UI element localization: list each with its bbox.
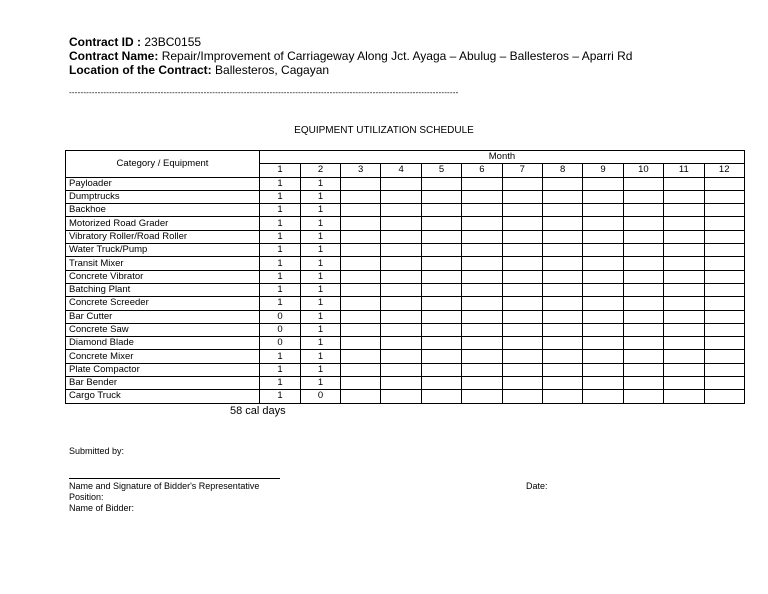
- month-value-cell: [462, 244, 502, 257]
- month-value-cell: [462, 350, 502, 363]
- table-row: [66, 323, 745, 336]
- month-value-cell: [623, 204, 663, 217]
- month-value-cell: [341, 310, 381, 323]
- month-value-cell: [704, 310, 744, 323]
- month-number-cell: 2: [301, 164, 341, 177]
- month-value-cell: [583, 270, 623, 283]
- equipment-name-cell: Batching Plant: [66, 283, 260, 296]
- month-value-cell: [664, 390, 704, 403]
- month-number-cell: 3: [341, 164, 381, 177]
- table-row: [66, 257, 745, 270]
- month-value-cell: [542, 323, 582, 336]
- month-value-cell: [381, 257, 421, 270]
- month-value-cell: 1: [260, 283, 301, 296]
- month-value-cell: [623, 244, 663, 257]
- date-label: Date:: [526, 481, 548, 491]
- month-value-cell: [462, 177, 502, 190]
- month-value-cell: [542, 337, 582, 350]
- month-value-cell: [421, 363, 461, 376]
- month-value-cell: [421, 230, 461, 243]
- month-value-cell: [664, 377, 704, 390]
- month-value-cell: [583, 390, 623, 403]
- month-value-cell: [583, 190, 623, 203]
- month-value-cell: [623, 283, 663, 296]
- month-value-cell: [462, 257, 502, 270]
- location-label: Location of the Contract:: [69, 63, 212, 77]
- month-value-cell: [502, 177, 542, 190]
- month-value-cell: [381, 310, 421, 323]
- month-value-cell: [381, 190, 421, 203]
- month-value-cell: [664, 350, 704, 363]
- month-value-cell: 1: [260, 230, 301, 243]
- equipment-name-cell: Concrete Mixer: [66, 350, 260, 363]
- month-number-cell: 11: [664, 164, 704, 177]
- month-value-cell: [623, 270, 663, 283]
- signature-line: [69, 478, 280, 479]
- month-value-cell: [704, 177, 744, 190]
- month-value-cell: [502, 204, 542, 217]
- name-of-bidder-label: Name of Bidder:: [69, 503, 135, 513]
- month-value-cell: [502, 230, 542, 243]
- month-value-cell: [462, 230, 502, 243]
- month-value-cell: [502, 283, 542, 296]
- equipment-name-cell: Motorized Road Grader: [66, 217, 260, 230]
- equipment-name-cell: Water Truck/Pump: [66, 244, 260, 257]
- month-value-cell: [421, 323, 461, 336]
- month-value-cell: [583, 310, 623, 323]
- month-value-cell: [664, 204, 704, 217]
- month-value-cell: [623, 257, 663, 270]
- month-value-cell: [381, 217, 421, 230]
- month-value-cell: [421, 377, 461, 390]
- month-value-cell: [381, 337, 421, 350]
- duration-note: 58 cal days: [230, 405, 286, 417]
- month-value-cell: [462, 190, 502, 203]
- month-value-cell: [583, 204, 623, 217]
- name-signature-label: Name and Signature of Bidder's Representative: [69, 481, 260, 491]
- month-number-cell: 6: [462, 164, 502, 177]
- submitted-by-label: Submitted by:: [69, 446, 125, 456]
- month-value-cell: [542, 270, 582, 283]
- month-value-cell: [341, 363, 381, 376]
- month-value-cell: [462, 270, 502, 283]
- month-value-cell: [421, 337, 461, 350]
- table-row: [66, 270, 745, 283]
- month-value-cell: [341, 390, 381, 403]
- equipment-name-cell: Diamond Blade: [66, 337, 260, 350]
- month-value-cell: [704, 377, 744, 390]
- month-value-cell: [623, 190, 663, 203]
- month-value-cell: 1: [301, 283, 341, 296]
- equipment-name-cell: Dumptrucks: [66, 190, 260, 203]
- table-row: [66, 350, 745, 363]
- equipment-name-cell: Payloader: [66, 177, 260, 190]
- month-value-cell: 1: [260, 297, 301, 310]
- month-value-cell: [664, 363, 704, 376]
- month-value-cell: [704, 230, 744, 243]
- month-value-cell: [623, 230, 663, 243]
- month-value-cell: [623, 337, 663, 350]
- month-value-cell: [462, 337, 502, 350]
- table-header-row: [66, 151, 745, 164]
- table-row: [66, 363, 745, 376]
- month-value-cell: 1: [301, 270, 341, 283]
- month-value-cell: [542, 297, 582, 310]
- month-value-cell: [502, 310, 542, 323]
- month-value-cell: [462, 377, 502, 390]
- month-value-cell: 1: [301, 190, 341, 203]
- month-value-cell: [502, 270, 542, 283]
- month-value-cell: [502, 323, 542, 336]
- month-value-cell: 0: [260, 310, 301, 323]
- month-value-cell: [542, 244, 582, 257]
- month-value-cell: [341, 204, 381, 217]
- month-value-cell: [704, 390, 744, 403]
- month-value-cell: [341, 257, 381, 270]
- month-value-cell: [381, 323, 421, 336]
- contract-name-line: [69, 49, 632, 64]
- table-row: [66, 390, 745, 403]
- table-row: [66, 244, 745, 257]
- month-value-cell: 1: [260, 244, 301, 257]
- contract-id-line: [69, 35, 201, 50]
- month-value-cell: [664, 297, 704, 310]
- month-value-cell: 1: [260, 217, 301, 230]
- month-value-cell: [542, 217, 582, 230]
- equipment-name-cell: Concrete Screeder: [66, 297, 260, 310]
- month-number-cell: 12: [704, 164, 744, 177]
- month-value-cell: [381, 377, 421, 390]
- month-value-cell: [542, 283, 582, 296]
- month-value-cell: [421, 270, 461, 283]
- month-value-cell: [462, 297, 502, 310]
- month-value-cell: [341, 323, 381, 336]
- separator-line: ----------------------------------------------------------------------------------------------------------------------------------------: [69, 88, 459, 97]
- table-row: [66, 377, 745, 390]
- location-line: [69, 63, 329, 78]
- month-value-cell: 1: [301, 204, 341, 217]
- schedule-title: EQUIPMENT UTILIZATION SCHEDULE: [294, 125, 474, 136]
- contract-name-label: Contract Name:: [69, 49, 159, 63]
- month-value-cell: [664, 244, 704, 257]
- month-value-cell: [341, 244, 381, 257]
- month-value-cell: [381, 390, 421, 403]
- month-value-cell: [341, 350, 381, 363]
- table-row: [66, 204, 745, 217]
- month-value-cell: [421, 190, 461, 203]
- equipment-name-cell: Concrete Saw: [66, 323, 260, 336]
- month-value-cell: [704, 217, 744, 230]
- month-value-cell: [664, 337, 704, 350]
- equipment-name-cell: Plate Compactor: [66, 363, 260, 376]
- month-value-cell: 0: [260, 323, 301, 336]
- month-number-cell: 1: [260, 164, 301, 177]
- table-row: [66, 177, 745, 190]
- month-number-cell: 7: [502, 164, 542, 177]
- month-value-cell: [542, 257, 582, 270]
- month-value-cell: [583, 297, 623, 310]
- month-value-cell: [623, 217, 663, 230]
- month-value-cell: [502, 350, 542, 363]
- table-row: [66, 283, 745, 296]
- month-value-cell: [623, 297, 663, 310]
- month-value-cell: [583, 283, 623, 296]
- month-value-cell: [341, 337, 381, 350]
- month-value-cell: [542, 390, 582, 403]
- month-value-cell: [341, 297, 381, 310]
- month-number-cell: 8: [542, 164, 582, 177]
- month-value-cell: 1: [301, 337, 341, 350]
- month-value-cell: [502, 297, 542, 310]
- equipment-name-cell: Concrete Vibrator: [66, 270, 260, 283]
- table-row: [66, 217, 745, 230]
- month-value-cell: [664, 230, 704, 243]
- month-value-cell: [381, 270, 421, 283]
- month-value-cell: 1: [260, 270, 301, 283]
- month-value-cell: [583, 230, 623, 243]
- contract-id-value: 23BC0155: [144, 35, 202, 49]
- month-value-cell: [381, 230, 421, 243]
- equipment-name-cell: Bar Cutter: [66, 310, 260, 323]
- month-value-cell: 1: [301, 217, 341, 230]
- month-value-cell: [542, 310, 582, 323]
- month-value-cell: [583, 323, 623, 336]
- month-value-cell: [583, 217, 623, 230]
- month-value-cell: [664, 217, 704, 230]
- month-value-cell: [341, 190, 381, 203]
- month-value-cell: 1: [260, 190, 301, 203]
- position-label: Position:: [69, 492, 104, 502]
- month-value-cell: [381, 297, 421, 310]
- month-value-cell: [623, 310, 663, 323]
- equipment-name-cell: Vibratory Roller/Road Roller: [66, 230, 260, 243]
- month-value-cell: [542, 204, 582, 217]
- month-value-cell: 1: [260, 177, 301, 190]
- month-value-cell: [623, 350, 663, 363]
- month-value-cell: [664, 270, 704, 283]
- month-value-cell: 1: [260, 363, 301, 376]
- month-value-cell: [502, 244, 542, 257]
- month-value-cell: 1: [260, 377, 301, 390]
- month-value-cell: [421, 350, 461, 363]
- month-number-cell: 9: [583, 164, 623, 177]
- month-value-cell: [704, 350, 744, 363]
- month-value-cell: [341, 283, 381, 296]
- month-value-cell: [704, 323, 744, 336]
- month-value-cell: [623, 177, 663, 190]
- month-value-cell: [381, 283, 421, 296]
- month-value-cell: [623, 363, 663, 376]
- month-number-cell: 5: [421, 164, 461, 177]
- table-row: [66, 337, 745, 350]
- month-value-cell: [542, 363, 582, 376]
- month-value-cell: [583, 350, 623, 363]
- month-value-cell: [381, 363, 421, 376]
- month-value-cell: [542, 177, 582, 190]
- month-value-cell: [502, 257, 542, 270]
- month-value-cell: [542, 190, 582, 203]
- month-value-cell: [502, 190, 542, 203]
- month-value-cell: [502, 390, 542, 403]
- month-value-cell: 1: [301, 257, 341, 270]
- month-value-cell: [583, 244, 623, 257]
- month-value-cell: 1: [301, 297, 341, 310]
- contract-id-label: Contract ID :: [69, 35, 141, 49]
- month-value-cell: [583, 377, 623, 390]
- month-value-cell: [502, 337, 542, 350]
- month-value-cell: [623, 390, 663, 403]
- equipment-name-cell: Transit Mixer: [66, 257, 260, 270]
- month-value-cell: [542, 377, 582, 390]
- month-value-cell: [341, 377, 381, 390]
- month-value-cell: [502, 377, 542, 390]
- month-value-cell: [542, 230, 582, 243]
- month-value-cell: [583, 257, 623, 270]
- month-value-cell: [421, 390, 461, 403]
- month-value-cell: 1: [301, 350, 341, 363]
- month-value-cell: 1: [260, 257, 301, 270]
- month-value-cell: [664, 323, 704, 336]
- month-value-cell: [381, 204, 421, 217]
- month-value-cell: [502, 363, 542, 376]
- contract-name-value: Repair/Improvement of Carriageway Along Jct. Ayaga – Abulug – Ballesteros – Aparri Rd: [161, 49, 633, 63]
- month-value-cell: [704, 270, 744, 283]
- month-header: Month: [260, 151, 745, 164]
- equipment-schedule-table: [65, 150, 745, 404]
- month-value-cell: [421, 204, 461, 217]
- month-value-cell: 1: [260, 390, 301, 403]
- month-value-cell: [704, 363, 744, 376]
- equipment-name-cell: Backhoe: [66, 204, 260, 217]
- month-value-cell: [542, 350, 582, 363]
- month-value-cell: 1: [301, 244, 341, 257]
- equipment-name-cell: Cargo Truck: [66, 390, 260, 403]
- month-value-cell: [341, 270, 381, 283]
- month-value-cell: 0: [301, 390, 341, 403]
- month-value-cell: [381, 244, 421, 257]
- equipment-name-cell: Bar Bender: [66, 377, 260, 390]
- month-value-cell: [421, 297, 461, 310]
- month-value-cell: [421, 257, 461, 270]
- month-value-cell: [462, 310, 502, 323]
- month-value-cell: [704, 244, 744, 257]
- month-value-cell: [462, 363, 502, 376]
- month-value-cell: [704, 337, 744, 350]
- month-value-cell: [462, 204, 502, 217]
- month-value-cell: [462, 283, 502, 296]
- month-value-cell: [341, 217, 381, 230]
- month-value-cell: [341, 177, 381, 190]
- month-value-cell: 1: [301, 323, 341, 336]
- month-value-cell: [462, 390, 502, 403]
- table-row: [66, 297, 745, 310]
- month-number-cell: 4: [381, 164, 421, 177]
- month-value-cell: [583, 363, 623, 376]
- month-value-cell: 1: [301, 310, 341, 323]
- month-value-cell: [421, 217, 461, 230]
- category-header: Category / Equipment: [66, 151, 260, 178]
- month-value-cell: [704, 204, 744, 217]
- month-value-cell: 1: [301, 177, 341, 190]
- month-value-cell: [421, 283, 461, 296]
- month-value-cell: [421, 177, 461, 190]
- month-value-cell: 1: [301, 363, 341, 376]
- month-value-cell: 1: [260, 350, 301, 363]
- month-value-cell: [664, 190, 704, 203]
- month-value-cell: [664, 283, 704, 296]
- month-value-cell: [462, 217, 502, 230]
- month-value-cell: [704, 257, 744, 270]
- table-row: [66, 230, 745, 243]
- month-number-cell: 10: [623, 164, 663, 177]
- table-row: [66, 190, 745, 203]
- month-value-cell: 1: [260, 204, 301, 217]
- month-value-cell: [664, 257, 704, 270]
- location-value: Ballesteros, Cagayan: [215, 63, 330, 77]
- month-value-cell: [623, 377, 663, 390]
- month-value-cell: [502, 217, 542, 230]
- month-value-cell: 1: [301, 230, 341, 243]
- month-value-cell: [664, 310, 704, 323]
- month-value-cell: [704, 283, 744, 296]
- month-value-cell: [704, 190, 744, 203]
- month-value-cell: [381, 350, 421, 363]
- month-value-cell: [341, 230, 381, 243]
- month-value-cell: [704, 297, 744, 310]
- month-value-cell: 0: [260, 337, 301, 350]
- month-value-cell: [623, 323, 663, 336]
- month-value-cell: 1: [301, 377, 341, 390]
- table-row: [66, 310, 745, 323]
- month-value-cell: [583, 177, 623, 190]
- month-value-cell: [664, 177, 704, 190]
- month-value-cell: [381, 177, 421, 190]
- month-value-cell: [583, 337, 623, 350]
- month-value-cell: [421, 244, 461, 257]
- month-value-cell: [462, 323, 502, 336]
- month-value-cell: [421, 310, 461, 323]
